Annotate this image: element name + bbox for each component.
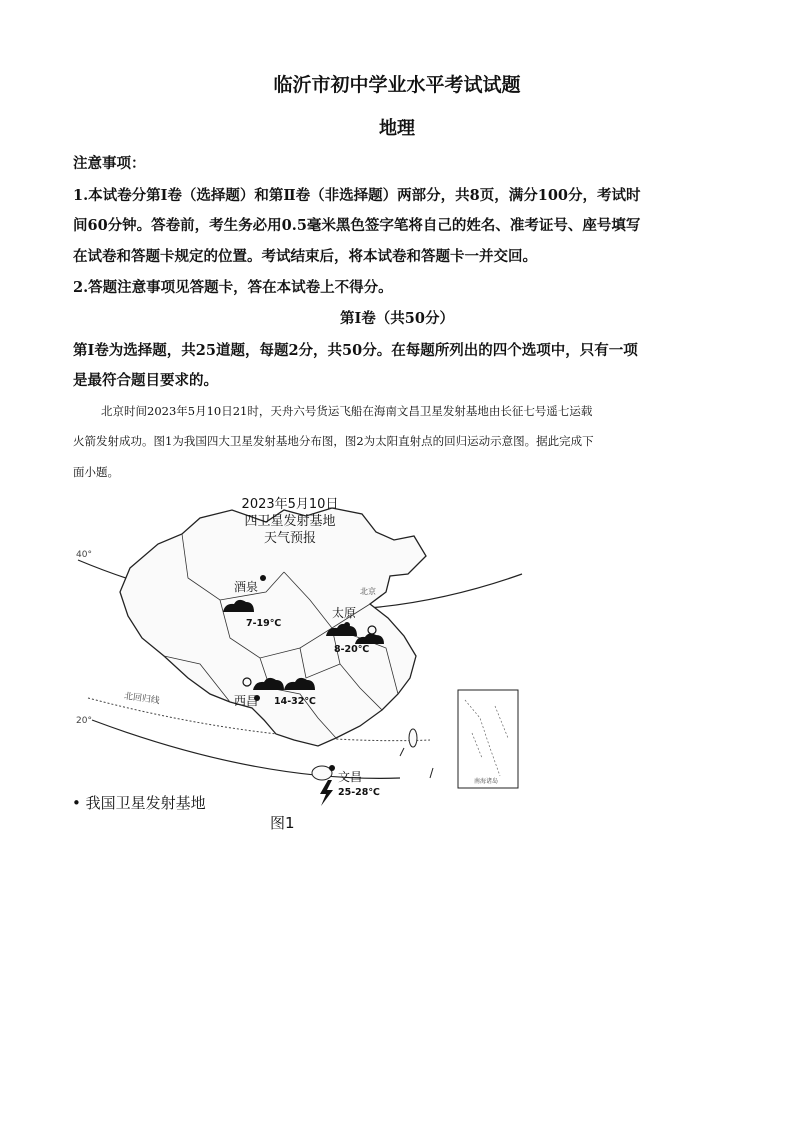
- exam-title: 临沂市初中学业水平考试试题: [273, 74, 521, 96]
- site-name-xichang: 西昌: [234, 694, 259, 708]
- lightning-icon: [320, 780, 333, 806]
- section-intro-1: 第Ⅰ卷为选择题，共25道题，每题2分，共50分。在每题所列出的四个选项中，只有一项: [73, 342, 638, 359]
- site-temp-xichang: 14-32℃: [274, 696, 316, 707]
- site-temp-wenchang: 25-28℃: [338, 787, 380, 798]
- latitude-40-label: 40°: [76, 550, 92, 560]
- map-title-line-2: 四卫星发射基地: [244, 514, 336, 529]
- site-name-taiyuan: 太原: [332, 606, 357, 620]
- site-name-jiuquan: 酒泉: [234, 580, 259, 594]
- south-china-sea-inset: [458, 690, 518, 788]
- hainan-island: [312, 766, 332, 780]
- section-intro-2: 是最符合题目要求的。: [73, 372, 218, 389]
- inset-label: 南海诸岛: [474, 778, 499, 785]
- passage-line-1: 北京时间2023年5月10日21时，天舟六号货运飞船在海南文昌卫星发射基地由长征七号遥七运载: [101, 404, 593, 418]
- subject-title: 地理: [379, 118, 415, 139]
- site-temp-taiyuan: 8-20℃: [334, 644, 370, 655]
- map-legend: [72, 792, 206, 813]
- passage-line-2: 火箭发射成功。图1为我国四大卫星发射基地分布图，图2为太阳直射点的回归运动示意图。据此完成下: [73, 434, 594, 448]
- map-title: [230, 496, 350, 547]
- taiwan-island: [409, 729, 417, 747]
- figure-1-map: [70, 488, 530, 843]
- section-title: 第Ⅰ卷（共50分）: [340, 310, 454, 327]
- site-dot-wenchang: [329, 765, 335, 771]
- notice-line-2: 间60分钟。答卷前，考生务必用0.5毫米黑色签字笔将自己的姓名、准考证号、座号填写: [73, 217, 641, 234]
- figure-caption: 图1: [270, 814, 295, 832]
- notice-line-1: 1.本试卷分第Ⅰ卷（选择题）和第Ⅱ卷（非选择题）两部分，共8页，满分100分，考试时: [73, 187, 641, 204]
- latitude-20-label: 20°: [76, 716, 92, 726]
- notice-heading: 注意事项：: [73, 155, 146, 172]
- site-name-wenchang: 文昌: [338, 770, 363, 784]
- legend-dot-icon: •: [72, 794, 81, 812]
- notice-line-3: 在试卷和答题卡规定的位置。考试结束后，将本试卷和答题卡一并交回。: [73, 248, 537, 265]
- notice-line-4: 2.答题注意事项见答题卡，答在本试卷上不得分。: [73, 279, 393, 296]
- site-dot-jiuquan: [260, 575, 266, 581]
- tropic-label: 北回归线: [123, 691, 161, 707]
- site-temp-jiuquan: 7-19℃: [246, 618, 282, 629]
- beijing-label: 北京: [360, 587, 376, 596]
- passage-line-3: 面小题。: [73, 465, 119, 479]
- map-title-line-1: 2023年5月10日: [241, 497, 339, 512]
- map-title-line-3: 天气预报: [263, 531, 316, 546]
- legend-label: 我国卫星发射基地: [85, 794, 206, 812]
